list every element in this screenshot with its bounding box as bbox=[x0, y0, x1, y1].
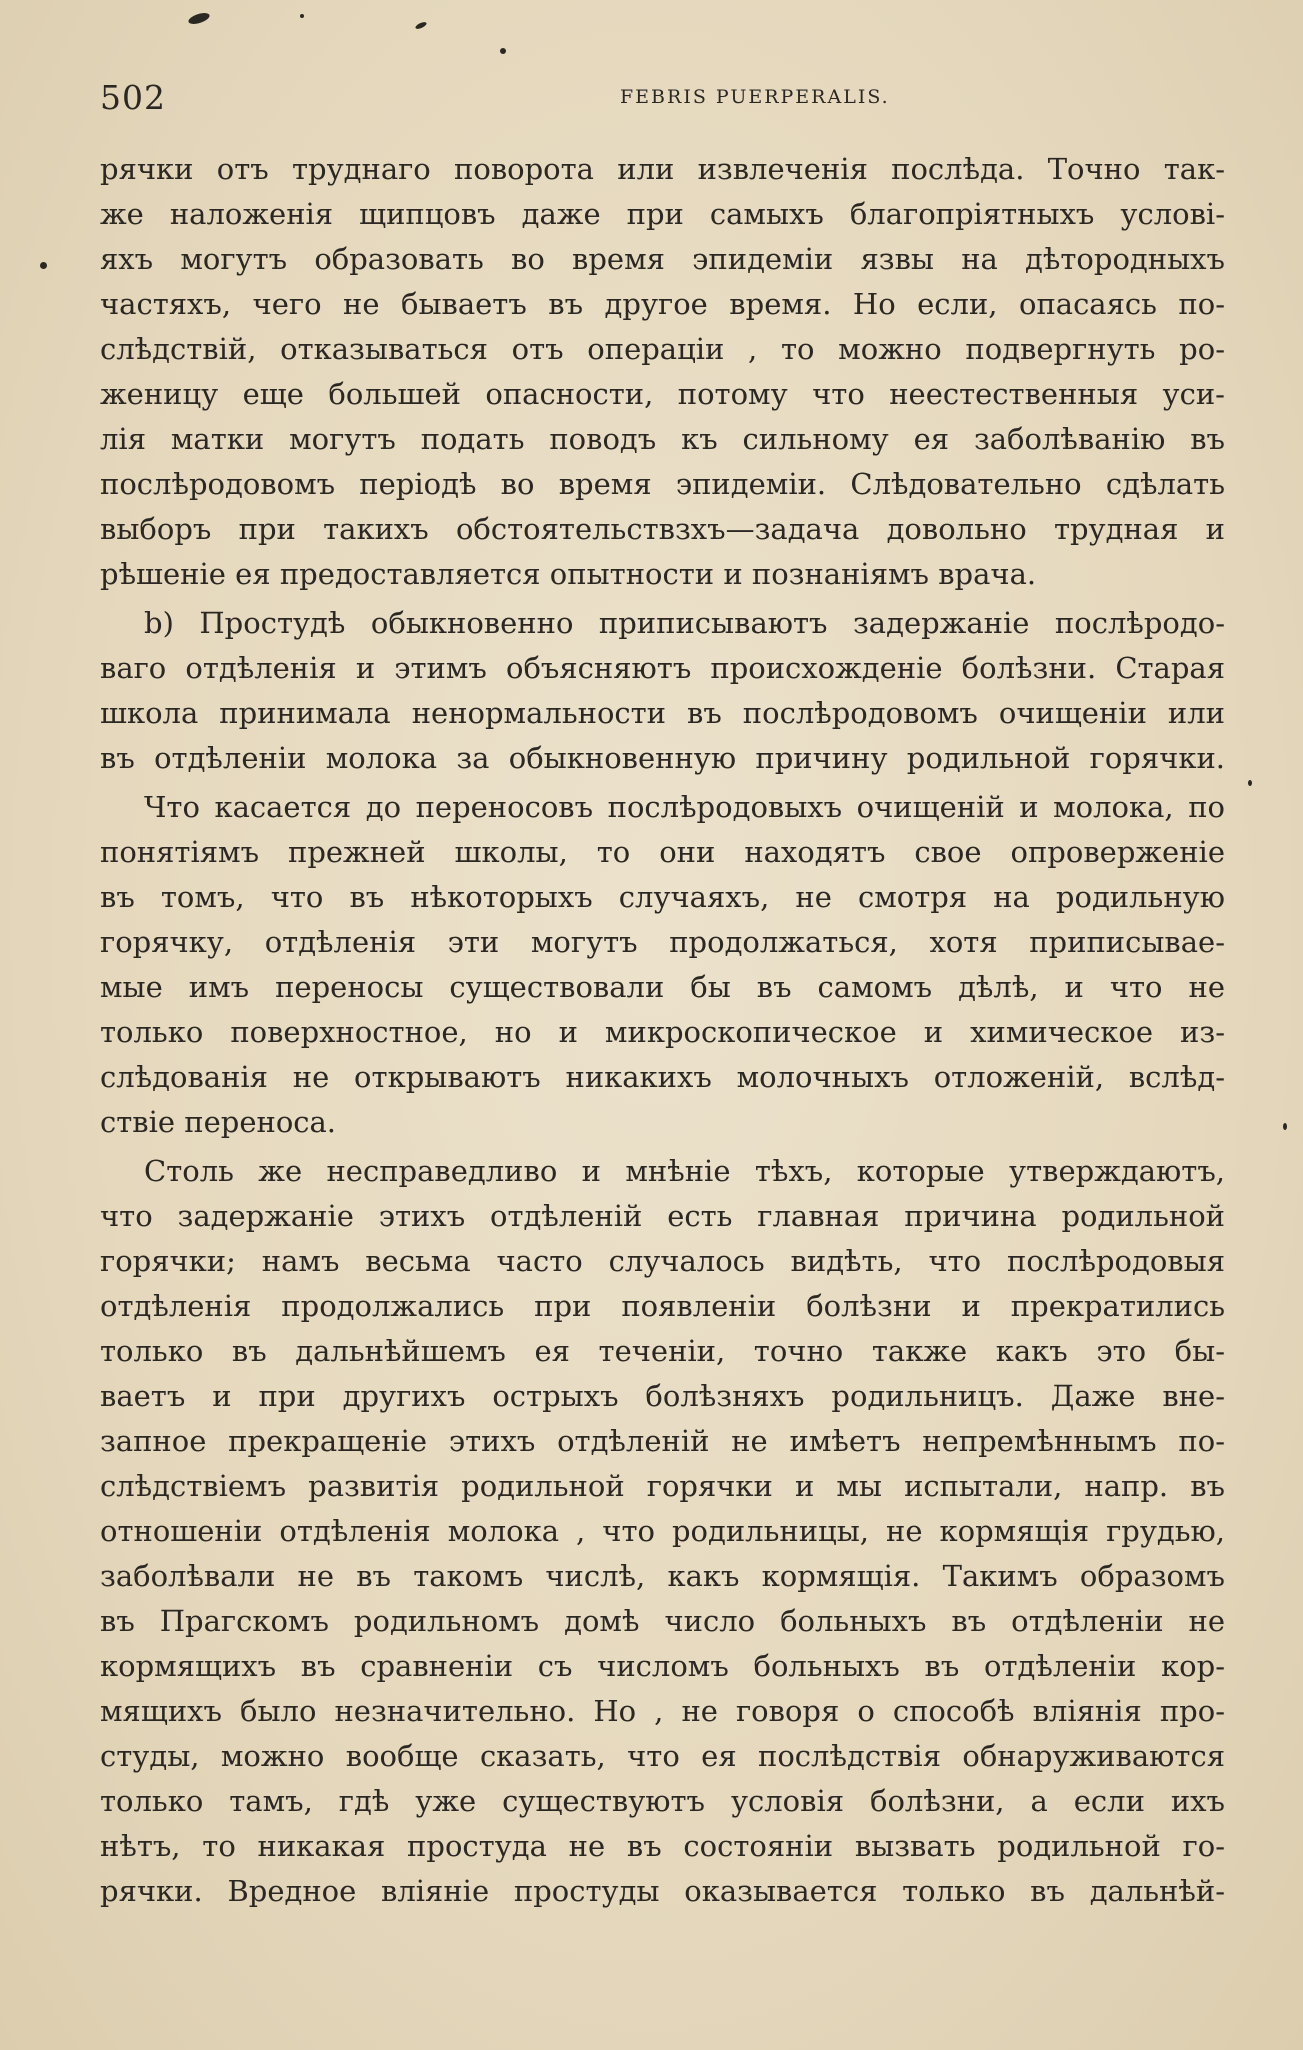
text-line: отношеніи отдѣленія молока , что родильницы, не кормящія грудью, bbox=[100, 1514, 1225, 1548]
text-line: мящихъ было незначительно. Но , не говоря о способѣ вліянія про- bbox=[100, 1694, 1225, 1728]
paragraph bbox=[100, 147, 1225, 597]
text-line: рѣшеніе ея предоставляется опытности и познаніямъ врача. bbox=[100, 557, 1037, 591]
text-line: только въ дальнѣйшемъ ея теченіи, точно также какъ это бы- bbox=[100, 1334, 1225, 1368]
text-line: запное прекращеніе этихъ отдѣленій не имѣетъ непремѣннымъ по- bbox=[100, 1424, 1225, 1458]
text-line: въ томъ, что въ нѣкоторыхъ случаяхъ, не смотря на родильную bbox=[100, 880, 1225, 914]
text-line: понятіямъ прежней школы, то они находятъ свое опроверженіе bbox=[100, 835, 1225, 869]
paragraph bbox=[100, 601, 1225, 781]
text-line: Что касается до переносовъ послѣродовыхъ очищеній и молока, по bbox=[144, 790, 1225, 824]
body-text bbox=[100, 147, 1225, 1914]
ink-speck bbox=[300, 14, 304, 18]
text-line: послѣродовомъ періодѣ во время эпидеміи. Слѣдовательно сдѣлать bbox=[100, 467, 1225, 501]
ink-speck bbox=[40, 262, 47, 269]
paragraph bbox=[100, 1149, 1225, 1914]
text-line: горячку, отдѣленія эти могутъ продолжаться, хотя приписывае- bbox=[100, 925, 1225, 959]
text-line: мые имъ переносы существовали бы въ самомъ дѣлѣ, и что не bbox=[100, 970, 1225, 1004]
paragraph bbox=[100, 785, 1225, 1145]
text-line: же наложенія щипцовъ даже при самыхъ благопріятныхъ условi- bbox=[100, 197, 1225, 231]
ink-speck bbox=[500, 48, 506, 54]
ink-speck bbox=[1283, 1123, 1287, 1130]
text-line: только тамъ, гдѣ уже существуютъ условія болѣзни, а если ихъ bbox=[100, 1784, 1225, 1818]
text-line: слѣдованія не открываютъ никакихъ молочныхъ отложеній, вслѣд- bbox=[100, 1060, 1225, 1094]
text-line: слѣдствій, отказываться отъ операціи , то можно подвергнуть ро- bbox=[100, 332, 1225, 366]
text-line: что задержаніе этихъ отдѣленій есть главная причина родильной bbox=[100, 1199, 1225, 1233]
page-header bbox=[100, 78, 1220, 118]
text-line: рячки. Вредное вліяніе простуды оказывается только въ дальнѣй- bbox=[100, 1874, 1225, 1908]
text-line: лія матки могутъ подать поводъ къ сильному ея заболѣванію въ bbox=[100, 422, 1225, 456]
page-number: 502 bbox=[100, 78, 166, 117]
text-line: студы, можно вообще сказать, что ея послѣдствія обнаруживаются bbox=[100, 1739, 1225, 1773]
text-line: въ отдѣленіи молока за обыкновенную причину родильной горячки. bbox=[100, 741, 1225, 775]
text-line: рячки отъ труднаго поворота или извлеченія послѣда. Точно так- bbox=[100, 152, 1225, 186]
text-line: ваго отдѣленія и этимъ объясняютъ происхожденіе болѣзни. Старая bbox=[100, 651, 1225, 685]
text-line: нѣтъ, то никакая простуда не въ состояніи вызвать родильной го- bbox=[100, 1829, 1225, 1863]
text-line: ствіе переноса. bbox=[100, 1105, 337, 1139]
ink-speck bbox=[1248, 780, 1252, 786]
text-line: горячки; намъ весьма часто случалось видѣть, что послѣродовыя bbox=[100, 1244, 1225, 1278]
ink-speck bbox=[187, 11, 211, 26]
running-head: FEBRIS PUERPERALIS. bbox=[620, 86, 890, 108]
ink-speck bbox=[415, 21, 428, 31]
text-line: школа принимала ненормальности въ послѣродовомъ очищеніи или bbox=[100, 696, 1225, 730]
text-line: заболѣвали не въ такомъ числѣ, какъ кормящія. Такимъ образомъ bbox=[100, 1559, 1225, 1593]
text-line: женицу еще большей опасности, потому что неестественныя уси- bbox=[100, 377, 1225, 411]
text-line: отдѣленія продолжались при появленіи болѣзни и прекратились bbox=[100, 1289, 1225, 1323]
text-line: слѣдствіемъ развитія родильной горячки и мы испытали, напр. въ bbox=[100, 1469, 1225, 1503]
text-line: въ Прагскомъ родильномъ домѣ число больныхъ въ отдѣленіи не bbox=[100, 1604, 1225, 1638]
text-line: ваетъ и при другихъ острыхъ болѣзняхъ родильницъ. Даже вне- bbox=[100, 1379, 1225, 1413]
text-line: только поверхностное, но и микроскопическое и химическое из- bbox=[100, 1015, 1225, 1049]
text-line: кормящихъ въ сравненіи съ числомъ больныхъ въ отдѣленіи кор- bbox=[100, 1649, 1225, 1683]
text-line: Столь же несправедливо и мнѣніе тѣхъ, которые утверждаютъ, bbox=[144, 1154, 1225, 1188]
text-line: яхъ могутъ образовать во время эпидеміи язвы на дѣтородныхъ bbox=[100, 242, 1225, 276]
text-line: b) Простудѣ обыкновенно приписываютъ задержаніе послѣродо- bbox=[144, 606, 1225, 640]
text-line: частяхъ, чего не бываетъ въ другое время. Но если, опасаясь по- bbox=[100, 287, 1225, 321]
text-line: выборъ при такихъ обстоятельствзхъ—задача довольно трудная и bbox=[100, 512, 1225, 546]
